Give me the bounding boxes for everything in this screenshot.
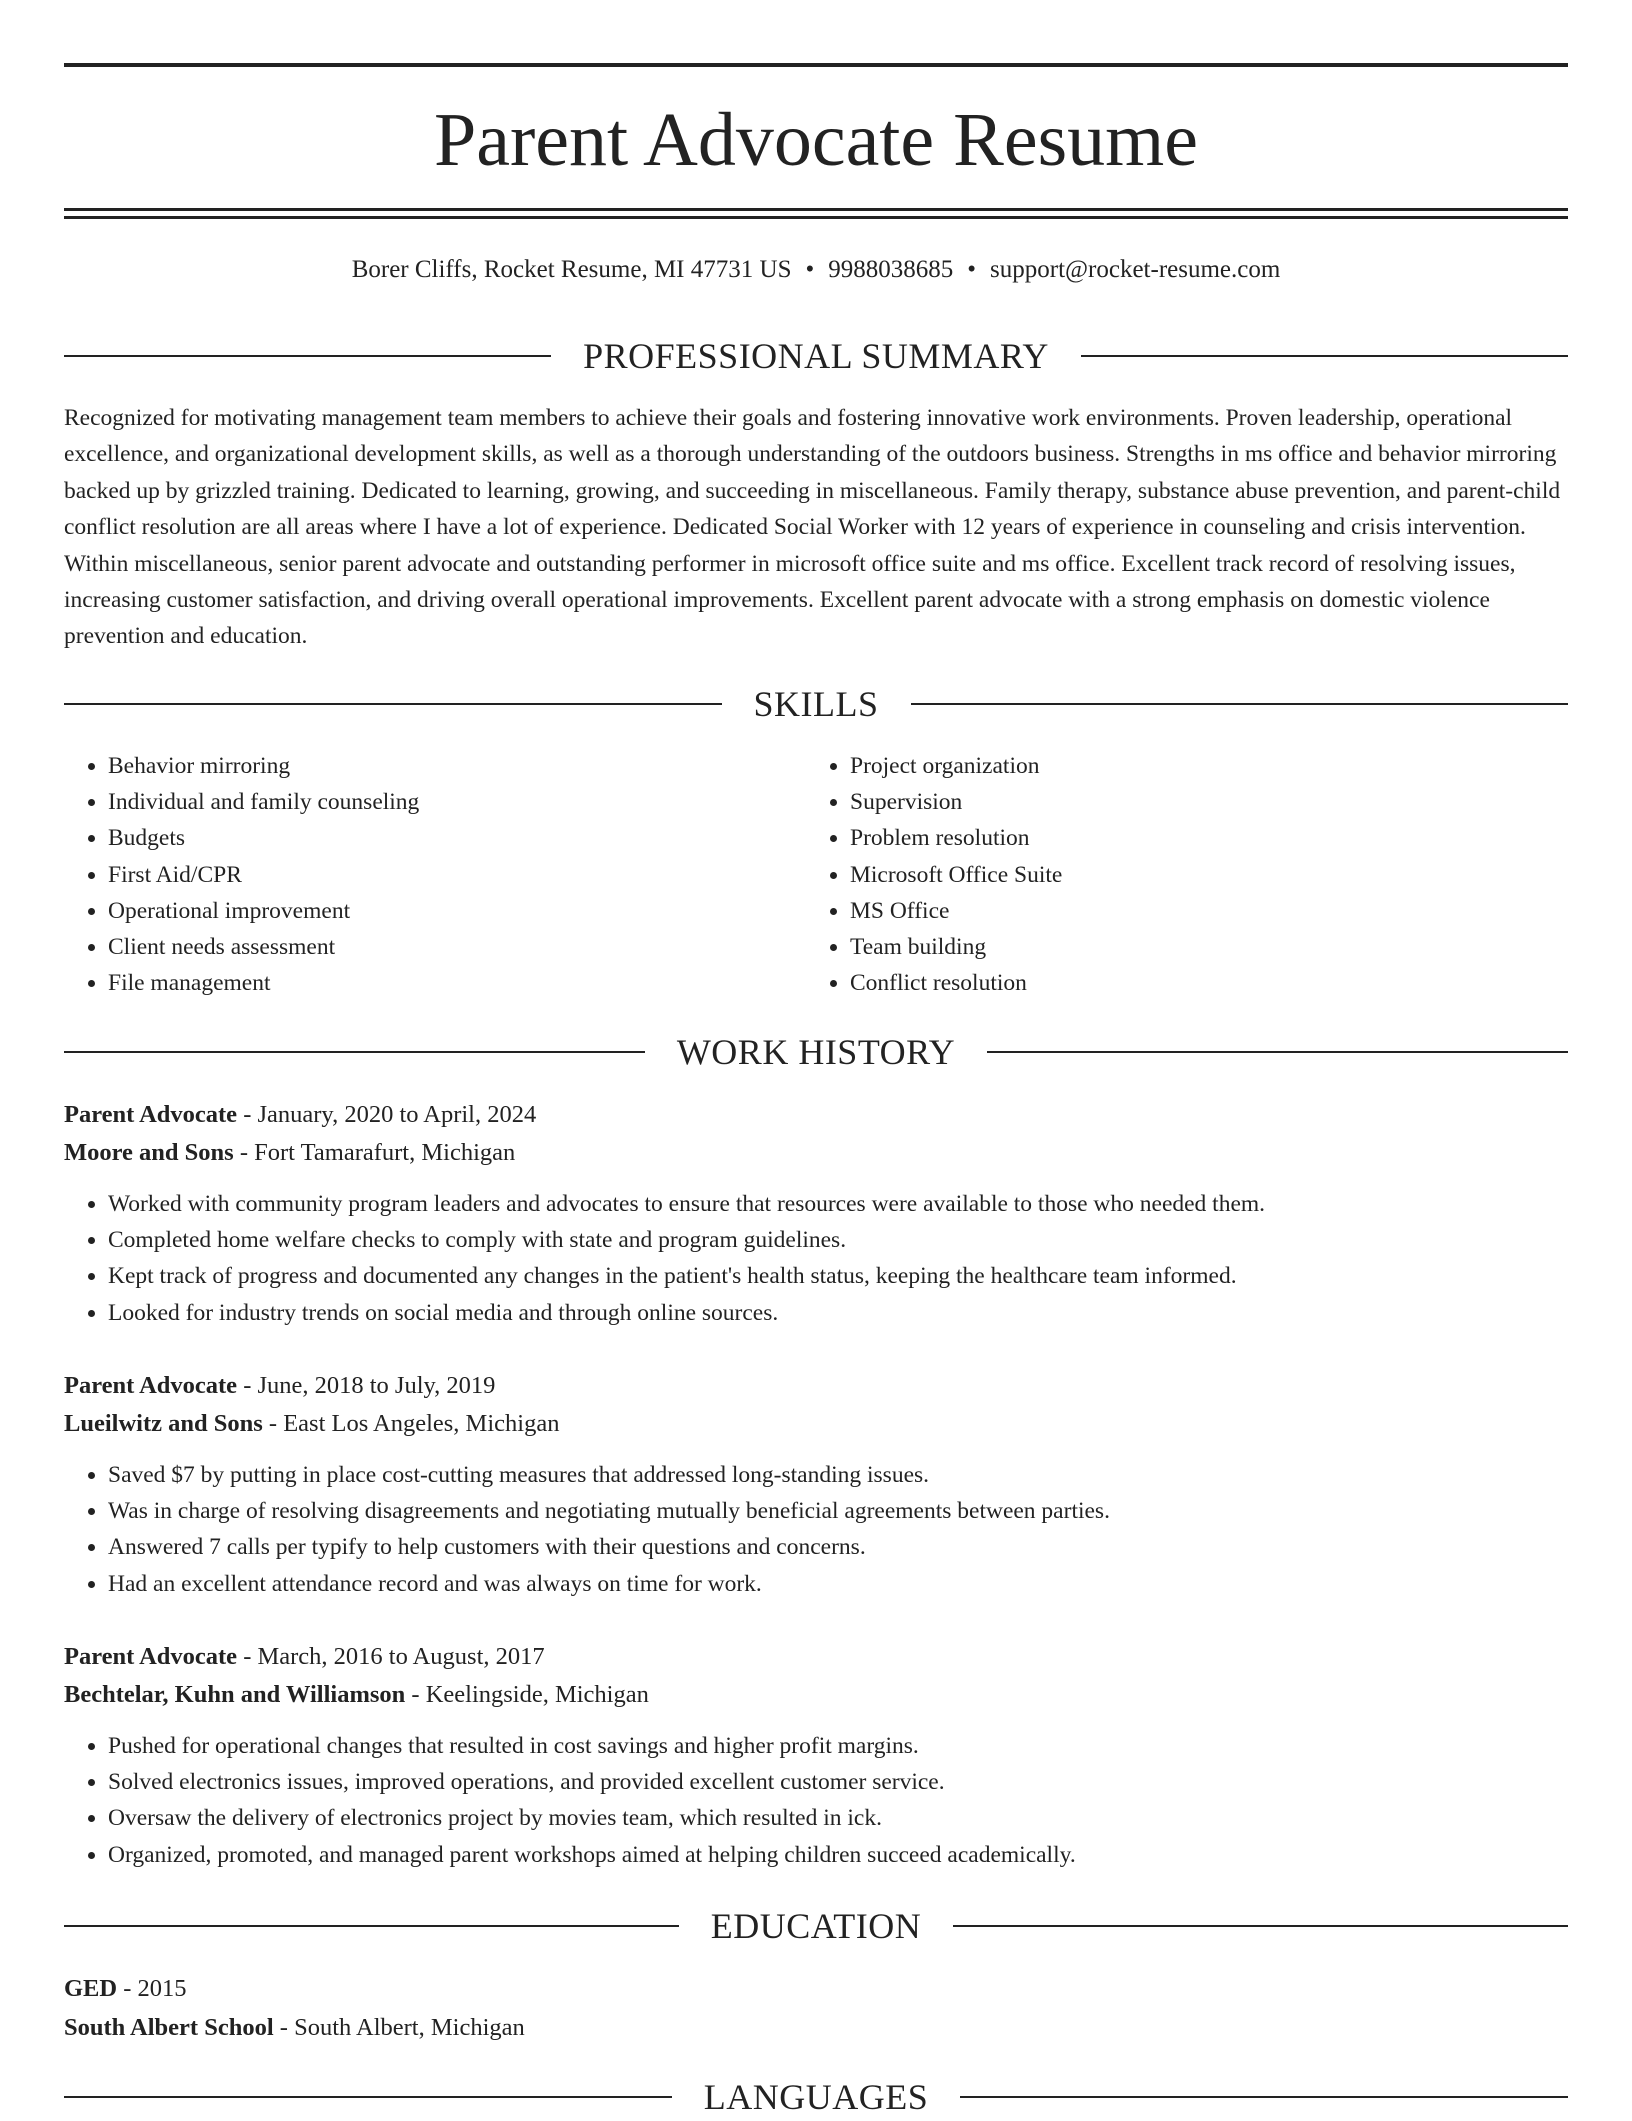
job-bullets	[64, 1457, 1568, 1602]
heading-rule-left	[64, 2096, 672, 2098]
skill-item: • Client needs assessment	[108, 929, 806, 965]
job-bullet: • Completed home welfare checks to comply with state and program guidelines.	[108, 1222, 1568, 1258]
section-label: WORK HISTORY	[676, 1032, 956, 1072]
section-heading-work	[64, 1028, 1568, 1076]
job-company: Moore and Sons	[64, 1139, 234, 1166]
education-entry	[64, 1969, 1568, 2047]
skill-item: • Team building	[850, 929, 1548, 965]
skill-item: • First Aid/CPR	[108, 857, 806, 893]
skill-item: • Project organization	[850, 748, 1548, 784]
job-title: Parent Advocate	[64, 1643, 238, 1670]
section-label: PROFESSIONAL SUMMARY	[583, 336, 1049, 376]
job-dates: - June, 2018 to July, 2019	[237, 1372, 496, 1399]
job-bullet: • Solved electronics issues, improved operations, and provided excellent customer service.	[108, 1764, 1568, 1800]
job-location: - East Los Angeles, Michigan	[262, 1410, 560, 1437]
job-title: Parent Advocate	[64, 1101, 238, 1128]
title-double-rule-lower	[64, 216, 1568, 219]
job-bullets	[64, 1186, 1568, 1331]
skills-list	[64, 748, 1568, 1001]
job-bullet: • Oversaw the delivery of electronics project by movies team, which resulted in ick.	[108, 1800, 1568, 1836]
job-company-line	[64, 1676, 1568, 1714]
heading-rule-right	[987, 1051, 1568, 1053]
job-bullet: • Answered 7 calls per typify to help customers with their questions and concerns.	[108, 1529, 1568, 1565]
top-rule	[64, 63, 1568, 67]
section-heading-languages	[64, 2073, 1568, 2121]
skill-item: • Problem resolution	[850, 820, 1548, 856]
job-company: Lueilwitz and Sons	[64, 1410, 263, 1437]
job-dates: - March, 2016 to August, 2017	[237, 1643, 545, 1670]
contact-separator: •	[967, 256, 977, 283]
heading-rule-right	[953, 1925, 1568, 1927]
job-bullet: • Had an excellent attendance record and was always on time for work.	[108, 1566, 1568, 1602]
section-heading-education	[64, 1902, 1568, 1950]
page-title: Parent Advocate Resume	[433, 98, 1198, 182]
job-company-line	[64, 1134, 1568, 1172]
education-location: - South Albert, Michigan	[273, 2014, 525, 2041]
job-bullet: • Saved $7 by putting in place cost-cutting measures that addressed long-standing issues.	[108, 1457, 1568, 1493]
skill-item: • Behavior mirroring	[108, 748, 806, 784]
section-heading-skills	[64, 680, 1568, 728]
education-school: South Albert School	[64, 2014, 274, 2041]
education-year: - 2015	[117, 1975, 187, 2002]
heading-rule-left	[64, 703, 722, 705]
job-bullet: • Looked for industry trends on social media and through online sources.	[108, 1295, 1568, 1331]
job-location: - Keelingside, Michigan	[405, 1681, 649, 1708]
education-school-line	[64, 2008, 1568, 2047]
education-degree-line	[64, 1969, 1568, 2008]
job-bullet: • Kept track of progress and documented any changes in the patient's health status, keeping the healthcare team informed.	[108, 1258, 1568, 1294]
section-label: EDUCATION	[710, 1906, 922, 1946]
contact-address: Borer Cliffs, Rocket Resume, MI 47731 US	[351, 256, 792, 283]
job-title-line	[64, 1638, 1568, 1676]
job-bullets	[64, 1728, 1568, 1873]
summary-text: Recognized for motivating management team members to achieve their goals and fostering innovative work environments. Proven leadership, operational excellence, and organizational development skills, as well as a thorough understanding of the outdoors business. Strengths in ms office and behavior mirroring backed up by grizzled training. Dedicated to learning, growing, and succeeding in miscellaneous. Family therapy, substance abuse prevention, and parent-child conflict resolution are all areas where I have a lot of experience. Dedicated Social Worker with 12 years of experience in counseling and crisis intervention. Within miscellaneous, senior parent advocate and outstanding performer in microsoft office suite and ms office. Excellent track record of resolving issues, increasing customer satisfaction, and driving overall operational improvements. Excellent parent advocate with a strong emphasis on domestic violence prevention and education.	[64, 405, 1561, 650]
job-dates: - January, 2020 to April, 2024	[237, 1101, 537, 1128]
section-label: LANGUAGES	[703, 2077, 929, 2117]
skill-item: • Supervision	[850, 784, 1548, 820]
heading-rule-right	[1081, 355, 1568, 357]
job-location: - Fort Tamarafurt, Michigan	[233, 1139, 516, 1166]
job-company: Bechtelar, Kuhn and Williamson	[64, 1681, 406, 1708]
heading-rule-left	[64, 1051, 645, 1053]
contact-email: support@rocket-resume.com	[990, 256, 1281, 283]
contact-phone: 9988038685	[828, 256, 954, 283]
skill-item: • Microsoft Office Suite	[850, 857, 1548, 893]
job-bullet: • Was in charge of resolving disagreements and negotiating mutually beneficial agreements between parties.	[108, 1493, 1568, 1529]
contact-line	[64, 252, 1568, 288]
skill-item: • Operational improvement	[108, 893, 806, 929]
skills-column-left	[64, 748, 806, 1001]
job-title-line	[64, 1367, 1568, 1405]
skill-item: • Conflict resolution	[850, 965, 1548, 1001]
job-company-line	[64, 1405, 1568, 1443]
heading-rule-right	[960, 2096, 1568, 2098]
job-entry	[64, 1096, 1568, 1331]
skill-item: • File management	[108, 965, 806, 1001]
skill-item: • Individual and family counseling	[108, 784, 806, 820]
job-bullet: • Pushed for operational changes that resulted in cost savings and higher profit margins.	[108, 1728, 1568, 1764]
heading-rule-left	[64, 355, 551, 357]
job-entry	[64, 1367, 1568, 1602]
job-entry	[64, 1638, 1568, 1873]
job-bullet: • Worked with community program leaders and advocates to ensure that resources were available to those who needed them.	[108, 1186, 1568, 1222]
skills-column-right	[806, 748, 1548, 1001]
contact-separator: •	[805, 256, 815, 283]
education-degree: GED	[64, 1975, 118, 2002]
job-title: Parent Advocate	[64, 1372, 238, 1399]
section-heading-summary	[64, 332, 1568, 380]
skill-item: • MS Office	[850, 893, 1548, 929]
job-bullet: • Organized, promoted, and managed parent workshops aimed at helping children succeed academically.	[108, 1837, 1568, 1873]
heading-rule-left	[64, 1925, 679, 1927]
title-double-rule-upper	[64, 208, 1568, 211]
heading-rule-right	[911, 703, 1569, 705]
skill-item: • Budgets	[108, 820, 806, 856]
section-label: SKILLS	[753, 684, 879, 724]
job-title-line	[64, 1096, 1568, 1134]
